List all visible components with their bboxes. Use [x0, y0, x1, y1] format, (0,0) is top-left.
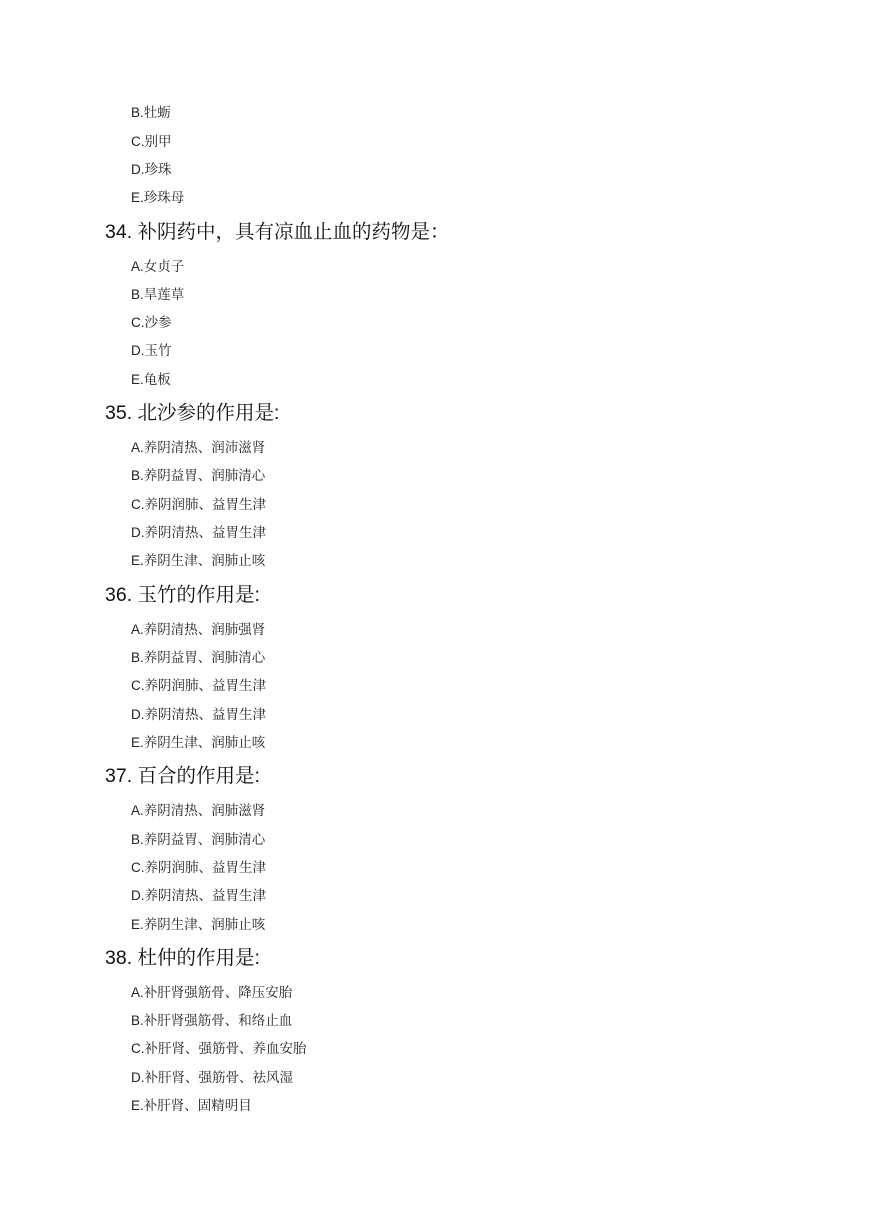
option: B.旱莲草: [131, 287, 185, 302]
option: A.养阴清热、润肺滋肾: [131, 803, 266, 818]
option: C.补肝肾、强筋骨、养血安胎: [131, 1041, 307, 1056]
question-title: 35. 北沙参的作用是:: [105, 402, 280, 424]
option: E.珍珠母: [131, 190, 185, 205]
option: D.珍珠: [131, 162, 172, 177]
question-title: 34. 补阴药中，具有凉血止血的药物是：: [105, 221, 450, 243]
option: C.别甲: [131, 134, 172, 149]
option: D.养阴清热、益胃生津: [131, 707, 266, 722]
option: D.养阴清热、益胃生津: [131, 525, 266, 540]
option: C.养阴润肺、益胃生津: [131, 860, 266, 875]
option: D.补肝肾、强筋骨、祛风湿: [131, 1070, 293, 1085]
option: B.补肝肾强筋骨、和络止血: [131, 1013, 293, 1028]
option: A.养阴清热、润肺强肾: [131, 622, 266, 637]
question-title: 37. 百合的作用是:: [105, 765, 260, 787]
question-title: 36. 玉竹的作用是:: [105, 584, 260, 606]
option: A.补肝肾强筋骨、降压安胎: [131, 985, 293, 1000]
option: C.养阴润肺、益胃生津: [131, 678, 266, 693]
option: C.沙参: [131, 315, 172, 330]
option: B.牡蛎: [131, 105, 171, 120]
option: B.养阴益胃、润肺清心: [131, 832, 266, 847]
option: E.养阴生津、润肺止咳: [131, 553, 266, 568]
option: E.养阴生津、润肺止咳: [131, 917, 266, 932]
option: B.养阴益胃、润肺清心: [131, 468, 266, 483]
option: B.养阴益胃、润肺清心: [131, 650, 266, 665]
option: A.养阴清热、润沛滋肾: [131, 440, 266, 455]
option: E.养阴生津、润肺止咳: [131, 735, 266, 750]
question-title: 38. 杜仲的作用是:: [105, 947, 260, 969]
option: A.女贞子: [131, 259, 185, 274]
option: D.玉竹: [131, 343, 172, 358]
option: E.补肝肾、固精明目: [131, 1098, 252, 1113]
option: E.龟板: [131, 372, 171, 387]
option: D.养阴清热、益胃生津: [131, 888, 266, 903]
option: C.养阴润肺、益胃生津: [131, 497, 266, 512]
